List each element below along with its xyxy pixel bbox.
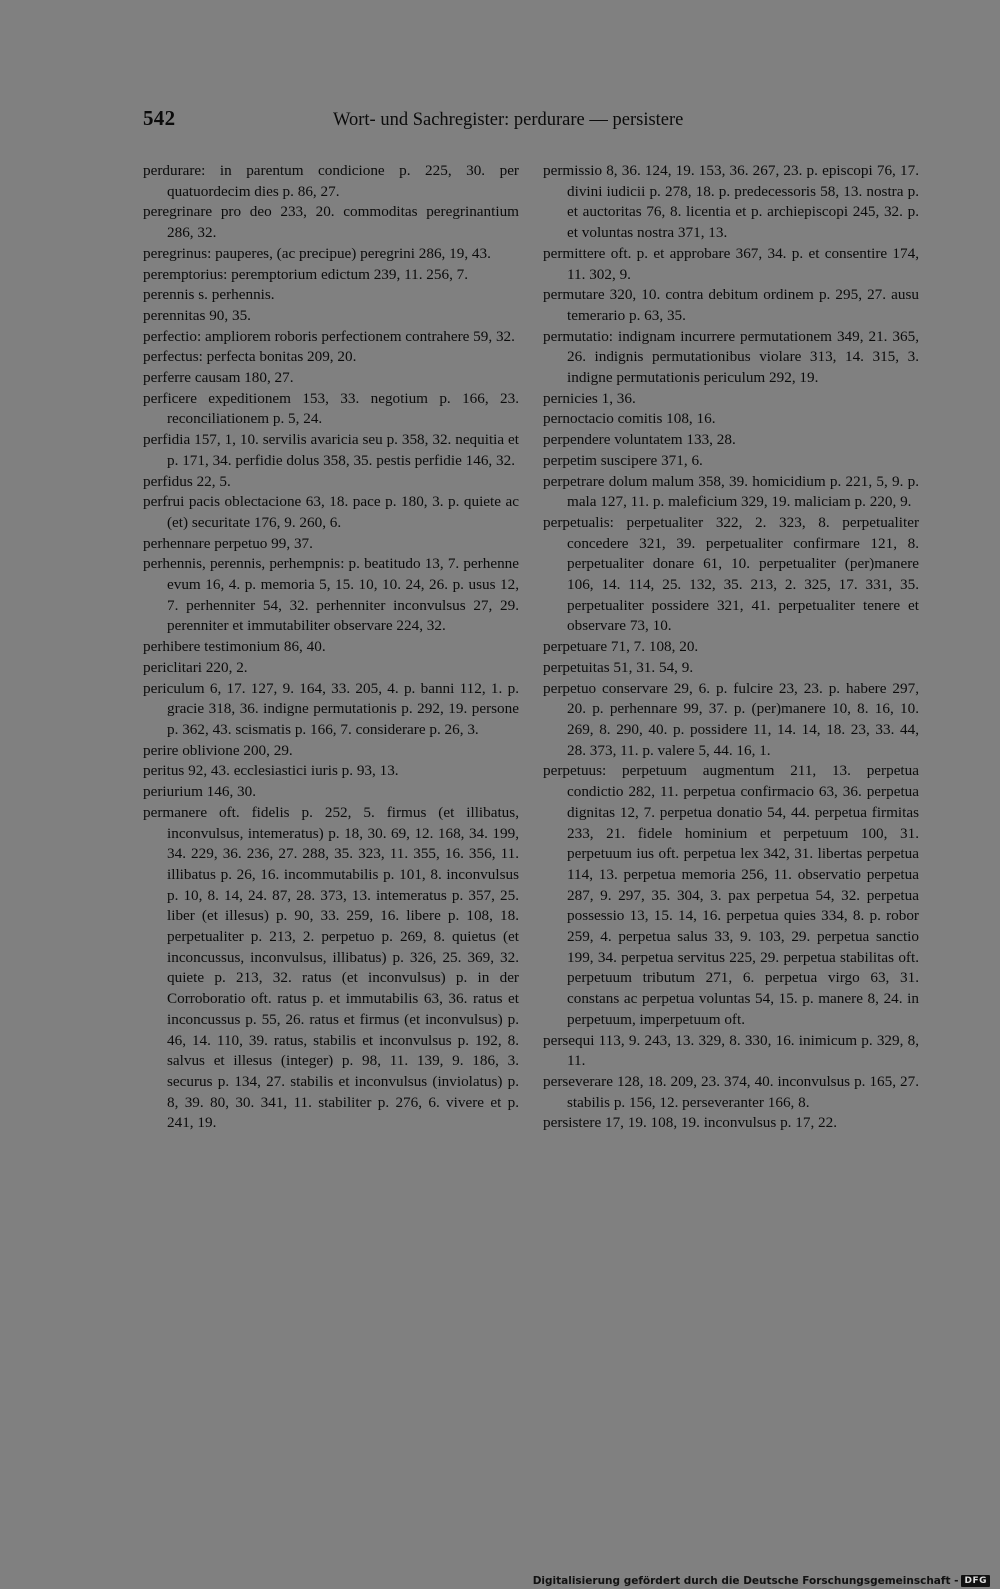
index-entry: perhennare perpetuo 99, 37. (143, 534, 313, 552)
index-entry: perfectio: ampliorem roboris perfectionem contrahere 59, 32. (143, 327, 515, 345)
index-entry: perpetrare dolum malum 358, 39. homicidium p. 221, 5, 9. p. mala 127, 11. p. maleficium 329, 19. maliciam p. 220, 9. (543, 472, 919, 511)
footer-credit: Digitalisierung gefördert durch die Deutsche Forschungsgemeinschaft - (532, 1575, 959, 1587)
right-column (543, 161, 919, 1134)
left-column (143, 161, 519, 1134)
index-entry: permissio 8, 36. 124, 19. 153, 36. 267, 23. p. episcopi 76, 17. divini iudicii p. 278, 18. p. predecessoris 58, 13. nostra p. et auctoritas 76, 8. licentia et p. archiepiscopi 245, 32. p. et voluntas nostra 371, 13. (543, 162, 919, 242)
index-entry: perseverare 128, 18. 209, 23. 374, 40. inconvulsus p. 165, 27. stabilis p. 156, 12. perseveranter 166, 8. (543, 1072, 919, 1111)
index-entry: perpetuare 71, 7. 108, 20. (543, 638, 699, 656)
index-entry: perhennis, perennis, perhempnis: p. beatitudo 13, 7. perhenne evum 16, 4. p. memoria 5, 15. 10, 10. 24, 26. p. usus 12, 7. perhenniter 54, 32. perhenniter inconvulsus 27, 29. perenniter et immutabiliter observare 224, 32. (143, 555, 519, 635)
index-entry: persequi 113, 9. 243, 13. 329, 8. 330, 16. inimicum p. 329, 8, 11. (543, 1031, 919, 1070)
index-entry: periurium 146, 30. (143, 783, 257, 801)
index-entry: peremptorius: peremptorium edictum 239, 11. 256, 7. (143, 265, 469, 283)
index-entry: perpetualis: perpetualiter 322, 2. 323, 8. perpetualiter concedere 321, 39. perpetualiter confirmare 121, 8. perpetualiter donare 61, 10. perpetualiter (per)manere 106, 14. 114, 25. 132, 35. 213, 2. 325, 17. 331, 35. perpetualiter possidere 321, 41. perpetualiter tenere et observare 73, 10. (543, 513, 919, 635)
index-entry: perpetuo conservare 29, 6. p. fulcire 23, 23. p. habere 297, 20. p. perhennare 99, 37. p. (per)manere 10, 8. 16, 10. 269, 8. 290, 40. p. possidere 11, 14. 14, 18. 23, 33. 44, 28. 373, 11. p. valere 5, 44. 16, 1. (543, 679, 919, 759)
index-entry: perennitas 90, 35. (143, 306, 251, 324)
index-entry: perferre causam 180, 27. (143, 369, 294, 387)
index-entry: permittere oft. p. et approbare 367, 34. p. et consentire 174, 11. 302, 9. (543, 244, 919, 283)
index-entry: peritus 92, 43. ecclesiastici iuris p. 93, 13. (143, 762, 399, 780)
index-entry: perire oblivione 200, 29. (143, 741, 293, 759)
index-entry: permutatio: indignam incurrere permutationem 349, 21. 365, 26. indignis permutationibus violare 313, 14. 315, 3. indigne permutationis periculum 292, 19. (543, 327, 919, 387)
index-entry: pernoctacio comitis 108, 16. (543, 410, 716, 428)
index-entry: permanere oft. fidelis p. 252, 5. firmus (et illibatus, inconvulsus, intemeratus) p. 18, 30. 69, 12. 168, 34. 199, 34. 229, 36. 236, 27. 288, 35. 323, 11. 355, 16. 356, 11. illibatus p. 26, 16. incommutabilis p. 101, 8. inconvulsus p. 10, 8. 14, 24. 87, 28. 373, 13. intemeratus p. 357, 25. liber (et illesus) p. 90, 33. 259, 16. libere p. 108, 18. perpetualiter p. 213, 2. perpetuo p. 269, 8. quietus (et inconcussus, inconvulsus, illibatus) p. 326, 25. 369, 32. quiete p. 213, 32. ratus (et inconvulsus) p. in der Corroboratio oft. ratus p. et immutabilis 63, 36. ratus et inconcussus p. 55, 26. ratus et firmus (et inconvulsus) p. 46, 14. 110, 39. ratus, stabilis et inconvulsus p. 192, 8. salvus et illesus (integer) p. 98, 11. 139, 9. 186, 3. securus p. 134, 27. stabilis et inconvulsus (inviolatus) p. 8, 39. 80, 30. 341, 11. stabiliter p. 276, 6. vivere et p. 241, 19. (143, 803, 519, 1132)
index-entry: perfidia 157, 1, 10. servilis avaricia seu p. 358, 32. nequitia et p. 171, 34. perfidie dolus 358, 35. pestis perfidie 146, 32. (143, 431, 519, 469)
index-entry: perpetuus: perpetuum augmentum 211, 13. perpetua condictio 282, 11. perpetua confirmacio 63, 36. perpetua dignitas 12, 7. perpetua donatio 54, 44. perpetua firmitas 233, 21. fidele hominium et perpetuum 100, 31. perpetuum ius oft. perpetua lex 342, 31. libertas perpetua 114, 13. perpetua memoria 256, 11. observatio perpetua 287, 9. 297, 35. 304, 3. pax perpetua 54, 32. perpetua possessio 13, 15. 14, 16. perpetua quies 334, 8. p. robor 259, 4. perpetua salus 33, 9. 103, 29. perpetua sanctio 199, 34. perpetua servitus 225, 29. perpetua stabilitas oft. perpetuum tributum 271, 6. perpetua virgo 63, 31. constans ac perpetua voluntas 54, 15. p. manere 8, 24. in perpetuum, imperpetuum oft. (543, 762, 919, 1028)
index-entry: perennis s. perhennis. (143, 286, 275, 304)
index-entry: permutare 320, 10. contra debitum ordinem p. 295, 27. ausu temerario p. 63, 35. (543, 286, 919, 324)
running-title: Wort- und Sachregister: perdurare — persistere (333, 110, 684, 130)
index-entry: perhibere testimonium 86, 40. (143, 638, 326, 656)
index-entry: perpetuitas 51, 31. 54, 9. (543, 658, 694, 676)
index-entry: peregrinare pro deo 233, 20. commoditas peregrinantium 286, 32. (143, 203, 519, 242)
index-entry: perpendere voluntatem 133, 28. (543, 431, 736, 449)
index-entry: perficere expeditionem 153, 33. negotium p. 166, 23. reconciliationem p. 5, 24. (143, 389, 519, 428)
index-entry: peregrinus: pauperes, (ac precipue) peregrini 286, 19, 43. (143, 244, 491, 262)
index-entry: perfrui pacis oblectacione 63, 18. pace p. 180, 3. p. quiete ac (et) securitate 176, 9. 260, 6. (143, 493, 519, 531)
footer (533, 1575, 990, 1587)
index-entry: perpetim suscipere 371, 6. (543, 451, 703, 469)
index-entry: perfectus: perfecta bonitas 209, 20. (143, 348, 357, 366)
index-entry: persistere 17, 19. 108, 19. inconvulsus p. 17, 22. (543, 1114, 838, 1132)
page-number: 542 (143, 106, 176, 130)
dfg-logo: DFG (961, 1575, 990, 1587)
index-entry: pernicies 1, 36. (543, 389, 636, 407)
index-entry: perdurare: in parentum condicione p. 225, 30. per quatuordecim dies p. 86, 27. (143, 162, 519, 200)
index-entry: periclitari 220, 2. (143, 658, 248, 676)
index-entry: periculum 6, 17. 127, 9. 164, 33. 205, 4. p. banni 112, 1. p. gracie 318, 36. indigne permutationis p. 292, 19. persone p. 362, 43. scismatis p. 166, 7. considerare p. 26, 3. (143, 679, 519, 738)
index-entry: perfidus 22, 5. (143, 472, 231, 490)
